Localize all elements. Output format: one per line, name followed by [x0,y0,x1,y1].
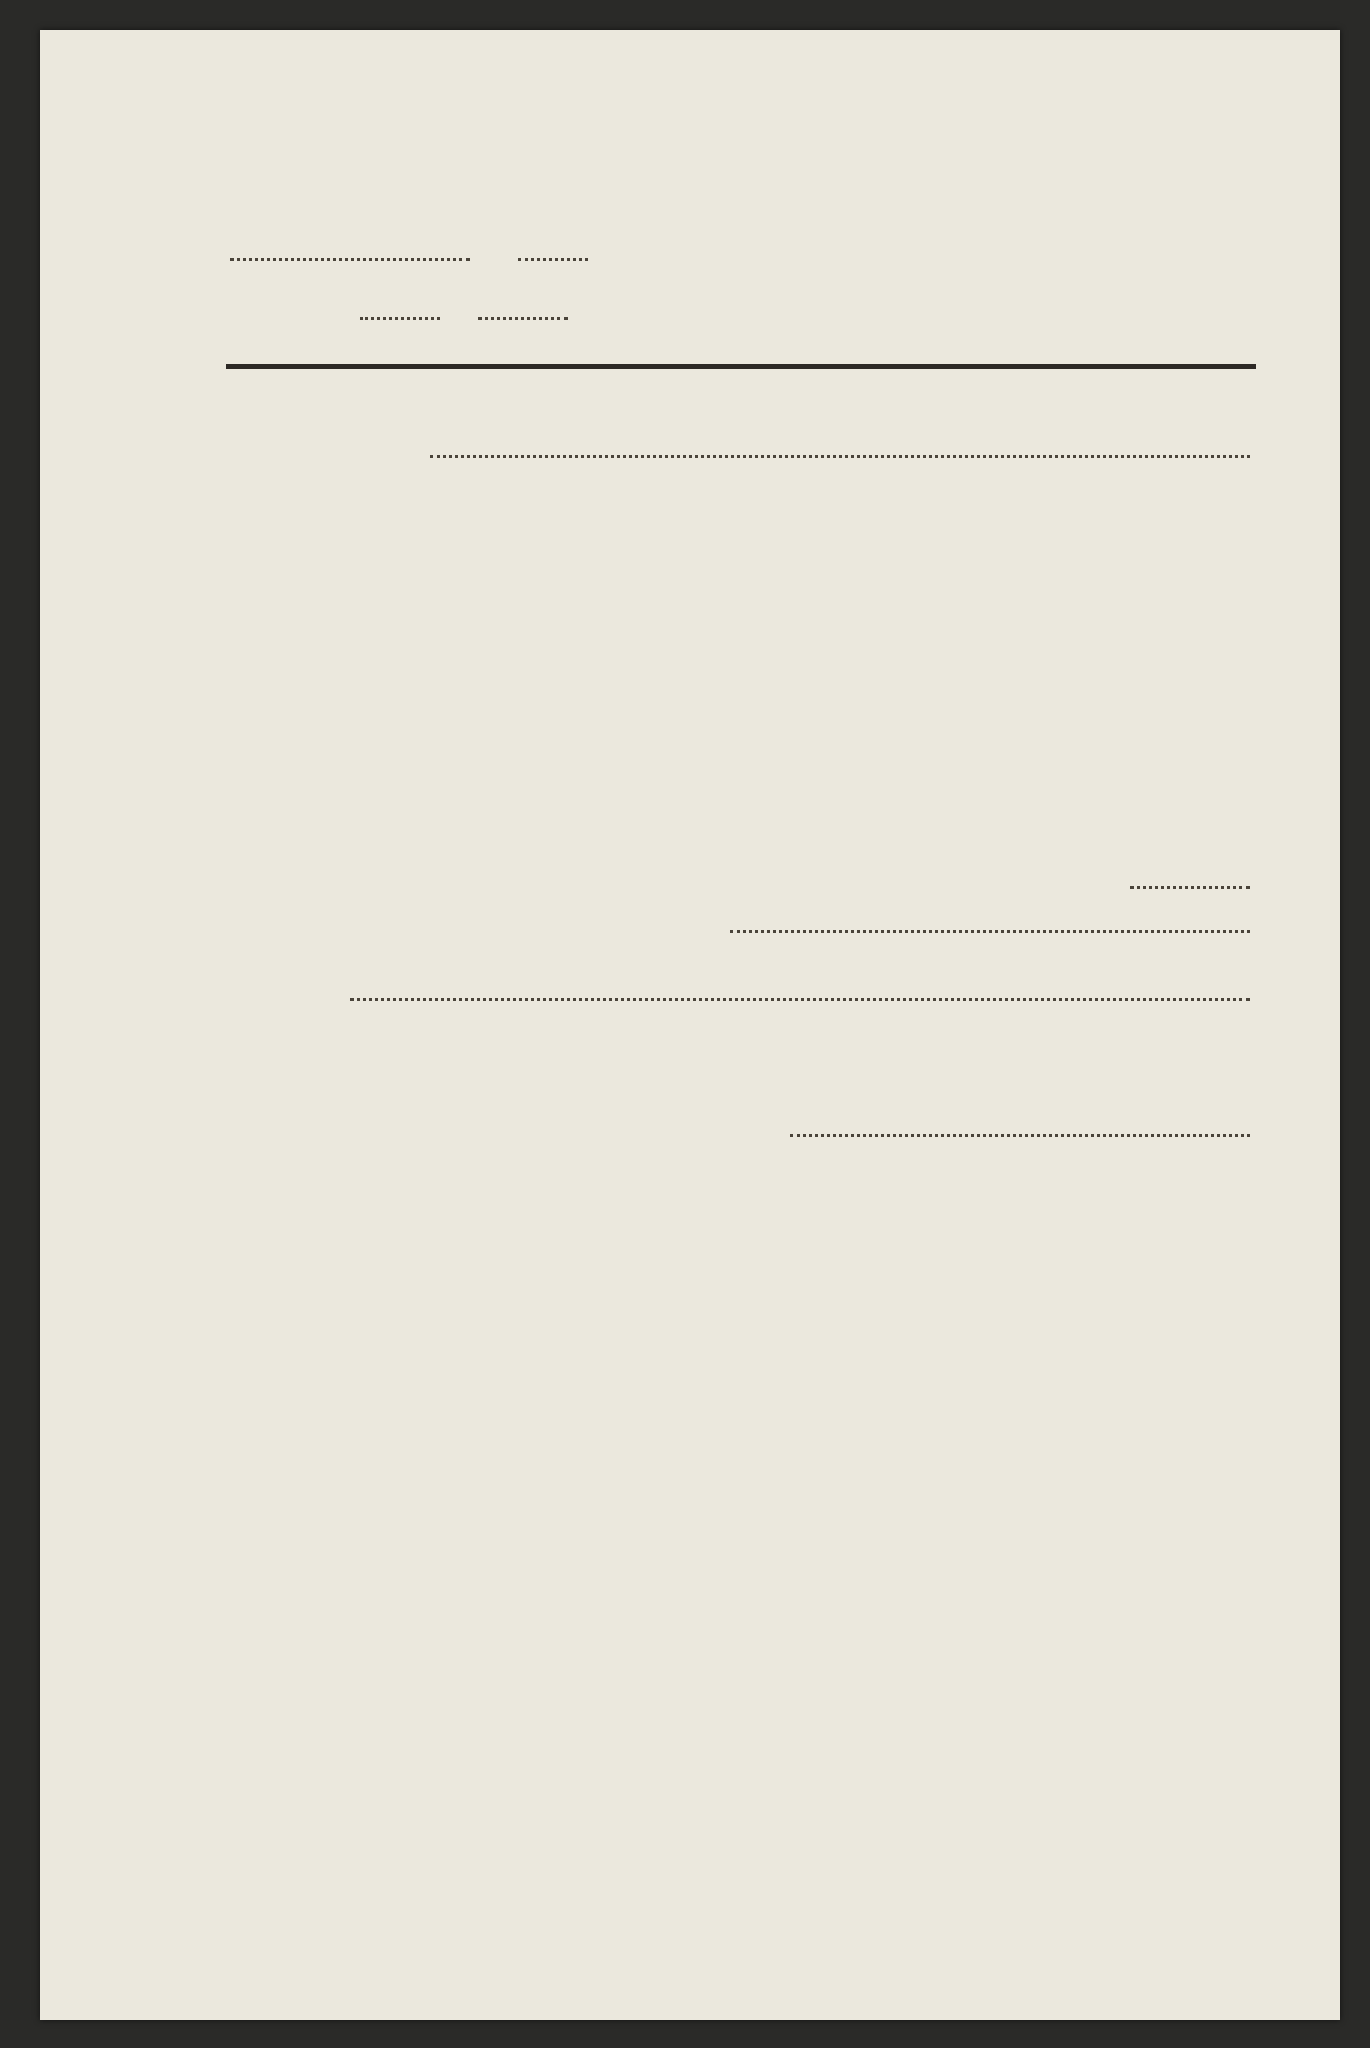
question-3-line-2 [40,550,1340,590]
q9-anchor-100 [40,1106,1340,1146]
fodselsmaaned-dotline [1130,886,1250,889]
fodested-dotline [730,930,1250,933]
question-2 [40,466,1340,506]
question-4 [40,678,1340,718]
question-7-line-2 [40,936,1340,976]
question-3 [40,508,1340,548]
census-form-page [40,30,1340,2020]
question-text [285,850,1260,891]
question-1 [40,420,1340,460]
questions [40,30,1340,2020]
udlandet-dotline [350,998,1250,1001]
question-5-line-2 [40,806,1340,846]
question-4-line-2 [40,720,1340,760]
question-5 [40,764,1340,804]
name-dotline [430,455,1250,458]
question-3-line-4 [40,634,1340,674]
question-7 [40,894,1340,934]
question-8 [40,1056,1340,1096]
question-3-line-3 [40,592,1340,632]
question-6 [40,850,1340,890]
